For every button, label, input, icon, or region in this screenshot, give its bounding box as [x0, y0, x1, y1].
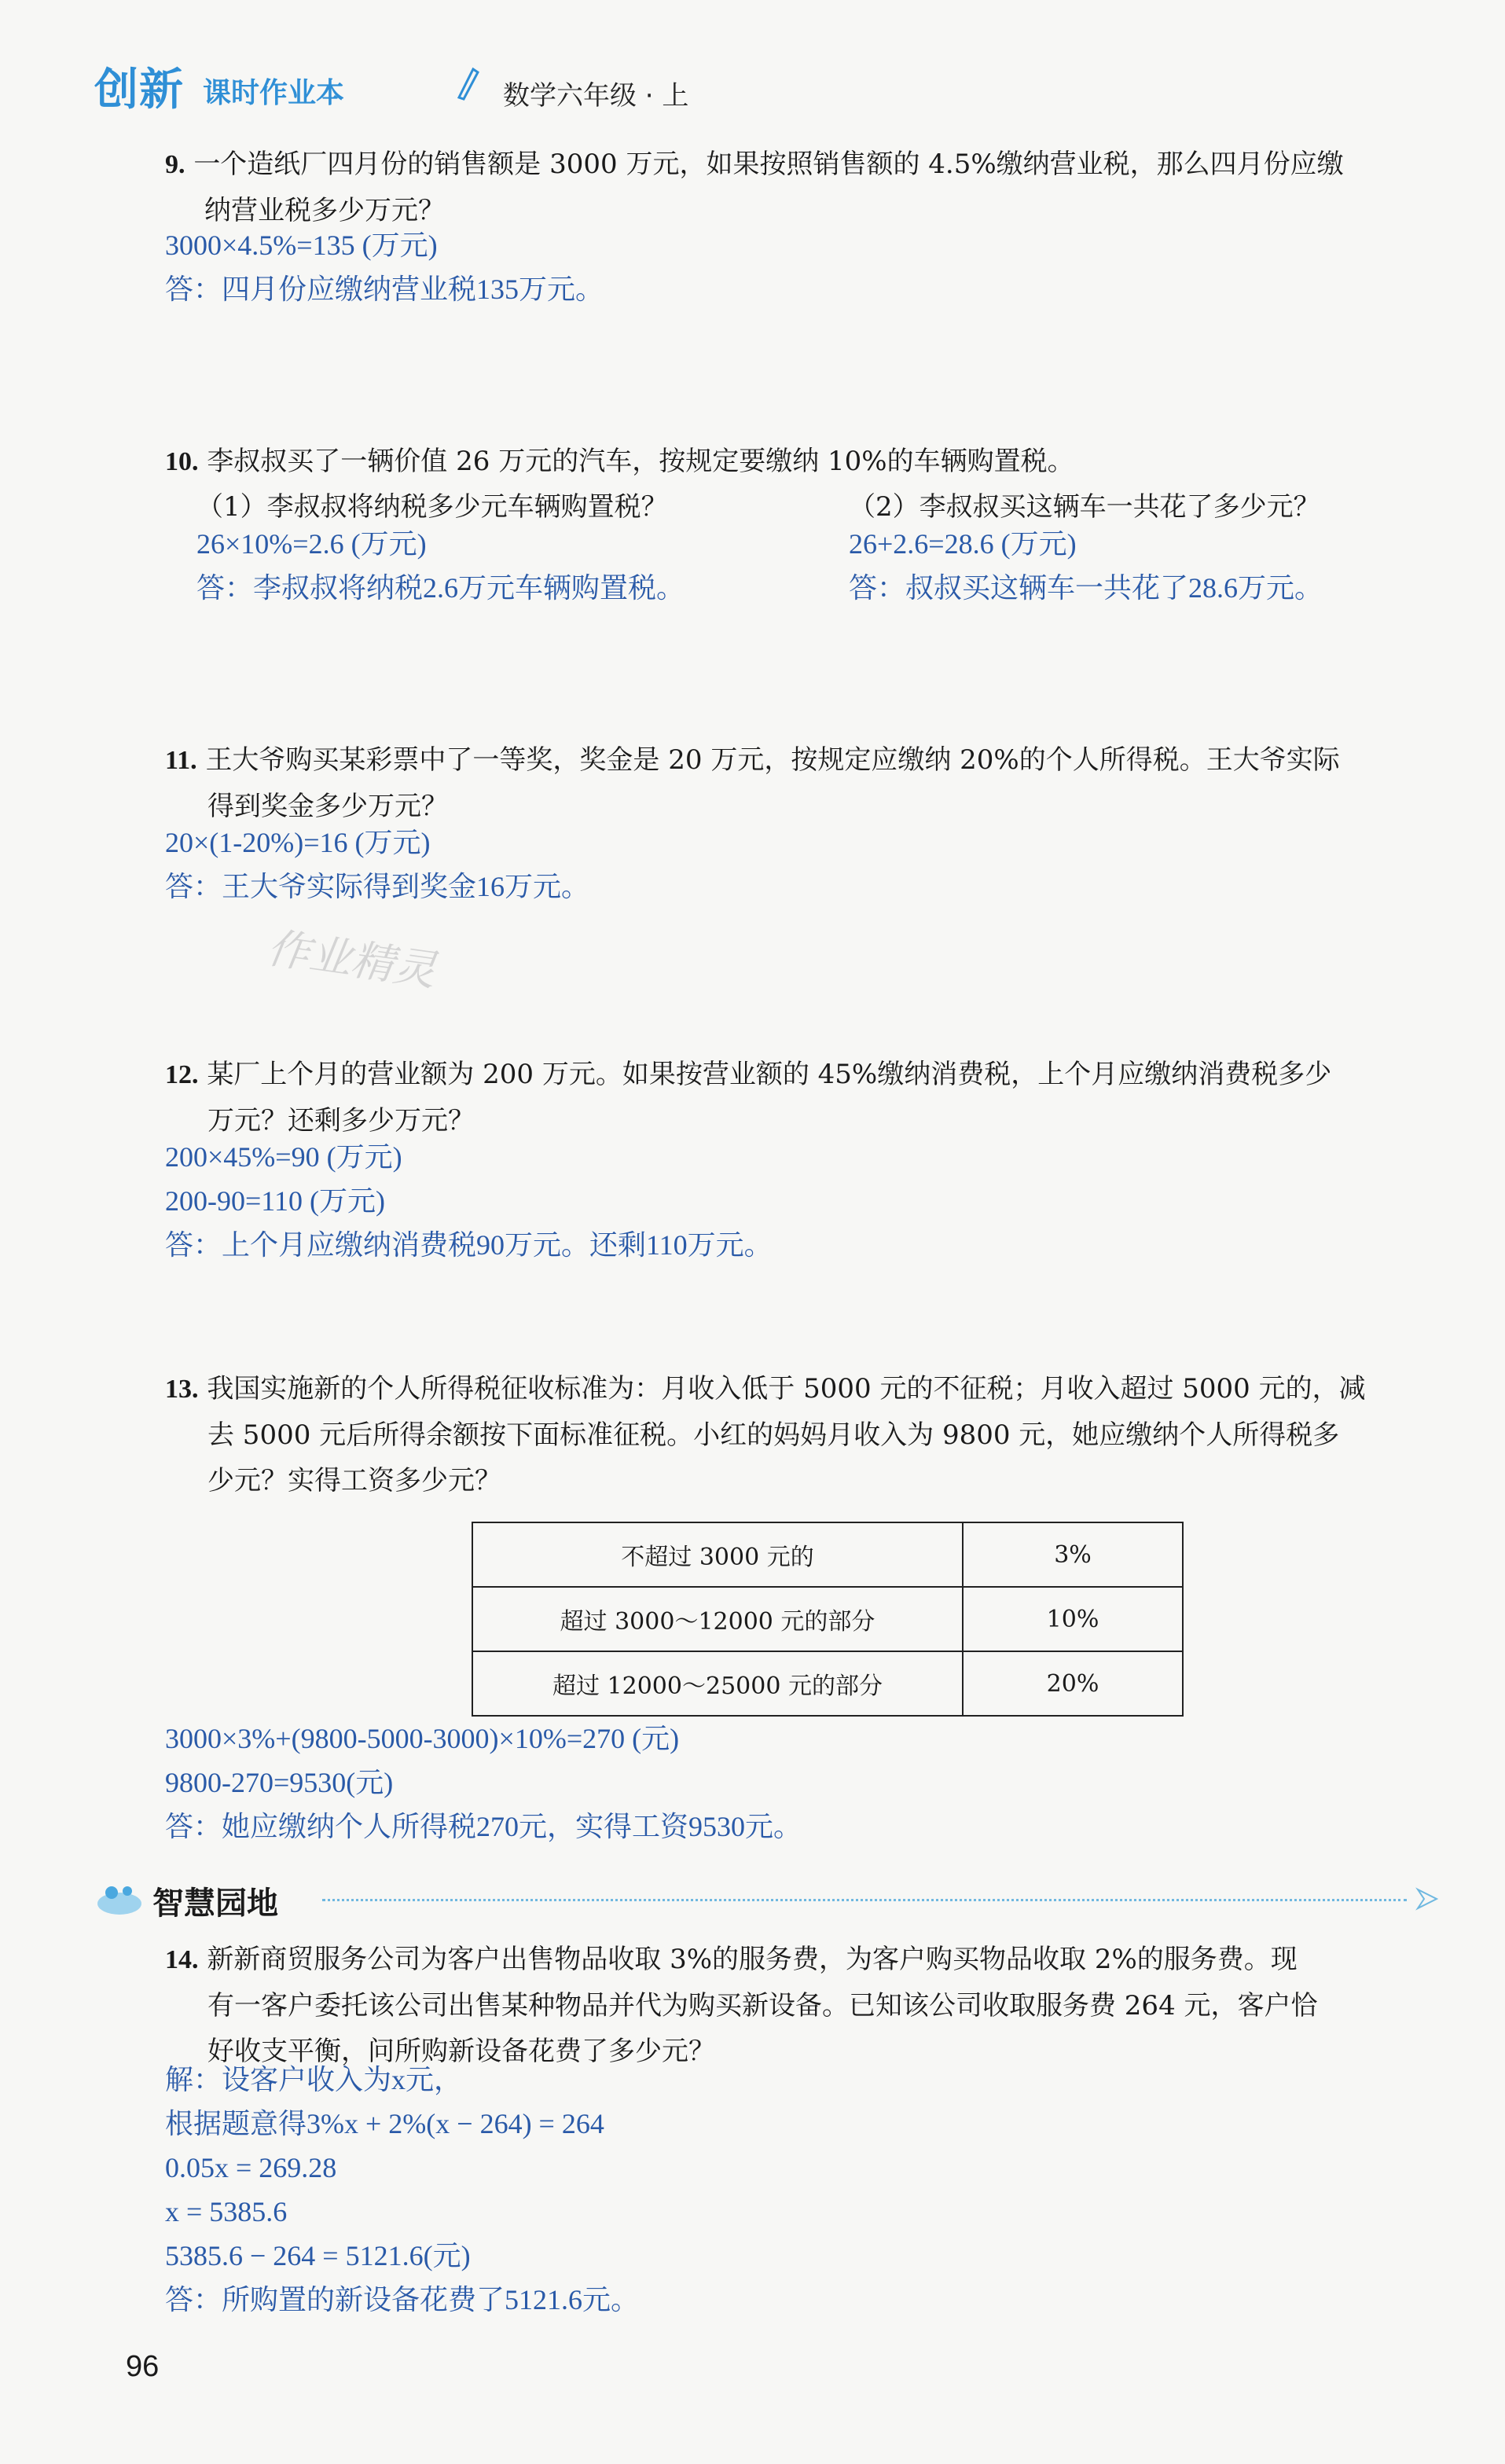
section-header	[94, 1875, 1438, 1922]
answer-9-conclusion: 答：四月份应缴纳营业税135万元。	[165, 274, 604, 305]
brand-logo-sub: 课时作业本	[203, 77, 345, 109]
answer-10-1	[196, 522, 685, 610]
table-cell-range: 超过 12000～25000 元的部分	[472, 1651, 963, 1716]
section-divider	[322, 1899, 1407, 1901]
answer-9	[165, 223, 604, 311]
answer-12-conclusion: 答：上个月应缴纳消费税90万元。还剩110万元。	[165, 1229, 773, 1261]
page-number: 96	[126, 2350, 160, 2383]
table-cell-range: 不超过 3000 元的	[472, 1522, 963, 1587]
answer-10-1-conclusion: 答：李叔叔将纳税2.6万元车辆购置税。	[196, 572, 685, 604]
question-9-line2: 纳营业税多少万元？	[204, 195, 445, 226]
question-number: 13.	[165, 1375, 199, 1404]
answer-10-2	[849, 522, 1323, 610]
watermark: 作业精灵	[264, 923, 439, 996]
tax-rate-table	[472, 1522, 1184, 1717]
answer-14-conclusion: 答：所购置的新设备花费了5121.6元。	[165, 2284, 640, 2315]
question-number: 10.	[165, 447, 199, 476]
question-number: 12.	[165, 1060, 199, 1089]
table-cell-range: 超过 3000～12000 元的部分	[472, 1587, 963, 1651]
subject-label: 数学六年级 · 上	[503, 80, 689, 112]
question-text: 一个造纸厂四月份的销售额是 3000 万元，如果按照销售额的 4.5%缴纳营业税，那么四月份应缴	[193, 149, 1344, 180]
question-12	[165, 1052, 1454, 1144]
question-text: 我国实施新的个人所得税征收标准为：月收入低于 5000 元的不征税；月收入超过 5000 元的，减	[207, 1373, 1366, 1405]
table-row	[472, 1651, 1183, 1716]
question-11	[165, 737, 1454, 829]
answer-12	[165, 1135, 773, 1267]
answer-12-calc2: 200-90=110 (万元)	[165, 1185, 385, 1217]
table-cell-rate: 20%	[963, 1651, 1183, 1716]
question-13-line3: 少元？实得工资多少元？	[207, 1465, 501, 1496]
table-cell-rate: 3%	[963, 1522, 1183, 1587]
answer-14	[165, 2058, 639, 2322]
question-text: 王大爷购买某彩票中了一等奖，奖金是 20 万元，按规定应缴纳 20%的个人所得税。王大爷实际	[205, 744, 1340, 776]
answer-14-setup: 解：设客户收入为x元，	[165, 2064, 463, 2095]
answer-11-calc: 20×(1-20%)=16 (万元)	[165, 827, 431, 858]
answer-10-2-conclusion: 答：叔叔买这辆车一共花了28.6万元。	[849, 572, 1323, 604]
question-number: 9.	[165, 150, 185, 179]
answer-14-step1: 0.05x = 269.28	[165, 2152, 337, 2183]
question-10-sub1: （1）李叔叔将纳税多少元车辆购置税？	[196, 491, 668, 523]
answer-12-calc1: 200×45%=90 (万元)	[165, 1141, 402, 1173]
answer-11-conclusion: 答：王大爷实际得到奖金16万元。	[165, 871, 590, 902]
question-text: 李叔叔买了一辆价值 26 万元的汽车，按规定要缴纳 10%的车辆购置税。	[207, 446, 1074, 477]
answer-14-step2: x = 5385.6	[165, 2196, 288, 2227]
question-text: 新新商贸服务公司为客户出售物品收取 3%的服务费，为客户购买物品收取 2%的服务费。现	[207, 1944, 1298, 1975]
section-title: 智慧园地	[152, 1886, 278, 1922]
answer-14-equation: 根据题意得3%x + 2%(x − 264) = 264	[165, 2108, 604, 2139]
question-9	[165, 141, 1454, 233]
answer-13-conclusion: 答：她应缴纳个人所得税270元，实得工资9530元。	[165, 1811, 802, 1842]
answer-10-2-calc: 26+2.6=28.6 (万元)	[849, 528, 1077, 560]
question-14-line2: 有一客户委托该公司出售某种物品并代为购买新设备。已知该公司收取服务费 264 元，客户恰	[207, 1990, 1318, 2022]
question-text: 某厂上个月的营业额为 200 万元。如果按营业额的 45%缴纳消费税，上个月应缴纳消费税多少	[207, 1059, 1332, 1090]
question-12-line2: 万元？还剩多少万元？	[207, 1105, 475, 1137]
question-number: 14.	[165, 1945, 199, 1974]
answer-11	[165, 821, 589, 909]
answer-13-calc2: 9800-270=9530(元)	[165, 1767, 394, 1798]
pencil-icon	[456, 66, 479, 104]
question-11-line2: 得到奖金多少万元？	[207, 791, 448, 822]
header	[94, 47, 1430, 118]
question-14	[165, 1937, 1454, 2074]
table-cell-rate: 10%	[963, 1587, 1183, 1651]
table-row	[472, 1587, 1183, 1651]
table-row	[472, 1522, 1183, 1587]
question-number: 11.	[165, 746, 197, 775]
question-13	[165, 1366, 1454, 1504]
question-9-line1	[165, 141, 1454, 188]
answer-13-calc1: 3000×3%+(9800-5000-3000)×10%=270 (元)	[165, 1723, 680, 1754]
answer-9-calc: 3000×4.5%=135 (万元)	[165, 230, 438, 261]
question-10-sub2: （2）李叔叔买这辆车一共花了多少元？	[849, 491, 1320, 523]
section-icon	[94, 1880, 145, 1921]
arrow-icon	[1415, 1886, 1440, 1915]
answer-14-step3: 5385.6 − 264 = 5121.6(元)	[165, 2240, 471, 2271]
question-13-line2: 去 5000 元后所得余额按下面标准征税。小红的妈妈月收入为 9800 元，她应缴纳个人所得税多	[207, 1419, 1340, 1451]
answer-13	[165, 1717, 802, 1849]
question-10	[165, 439, 1454, 485]
brand-logo-main: 创新	[94, 64, 184, 116]
answer-10-1-calc: 26×10%=2.6 (万元)	[196, 528, 427, 560]
question-14-line3: 好收支平衡，问所购新设备花费了多少元？	[207, 2036, 715, 2067]
